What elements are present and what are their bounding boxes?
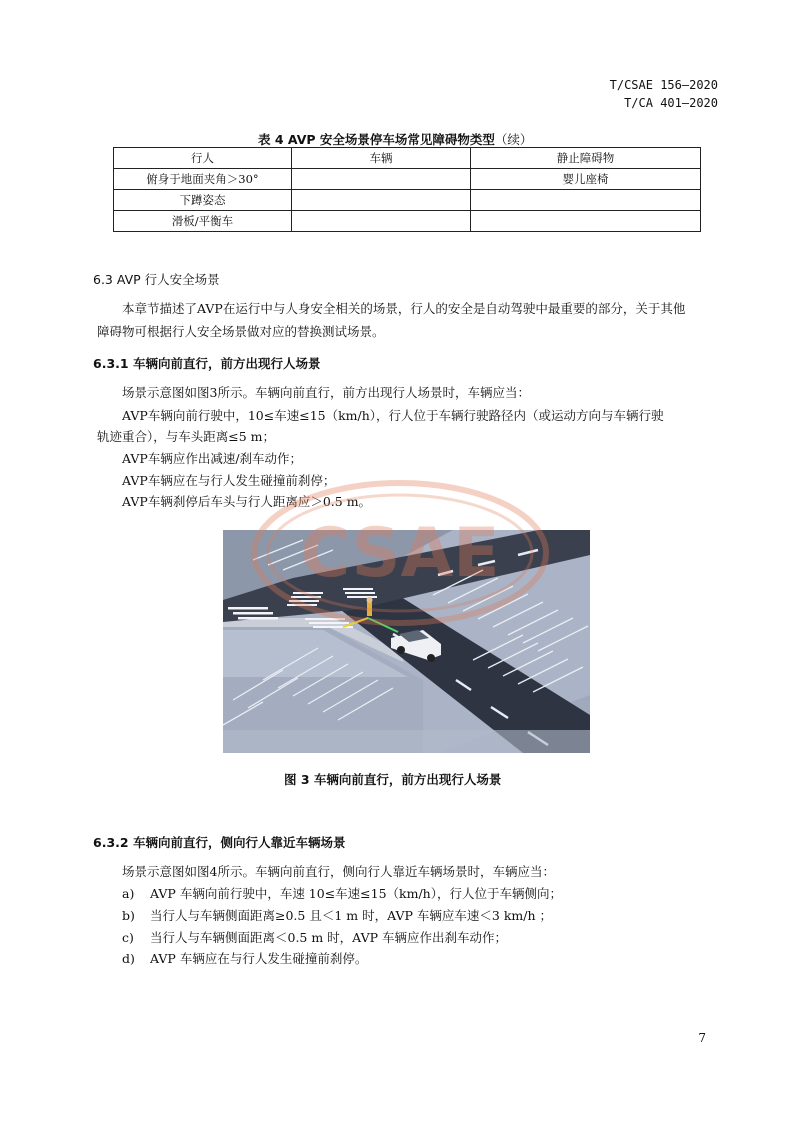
standard-number-2: T/CA 401—2020: [624, 96, 718, 110]
figure-caption: 图 3 车辆向前直行，前方出现行人场景: [284, 772, 502, 787]
requirement-line: AVP车辆应作出减速/刹车动作；: [122, 451, 303, 466]
list-item: [122, 884, 562, 902]
requirement-line: AVP车辆向前行驶中，10≤车速≤15（km/h），行人位于车辆行驶路径内（或运动方向与车辆行驶: [122, 408, 664, 423]
table-cell: [292, 190, 471, 211]
section-6-3-paragraph: 本章节描述了AVP在运行中与人身安全相关的场景，行人的安全是自动驾驶中最重要的部分，关于其他障碍物可根据行人安全场景做对应的替换测试场景。: [97, 301, 686, 339]
list-item-text: 当行人与车辆侧面距离＜0.5 m 时，AVP 车辆应作出刹车动作；: [150, 930, 507, 945]
list-marker: c): [122, 930, 134, 945]
section-heading-6-3-1: 6.3.1 车辆向前直行，前方出现行人场景: [93, 356, 321, 371]
table-cell: [471, 190, 701, 211]
table-caption: [258, 130, 532, 148]
list-marker: d): [122, 951, 135, 966]
table-cell: 婴儿座椅: [471, 169, 701, 190]
table-cell: 下蹲姿态: [114, 190, 292, 211]
section-6-3-1-intro: 场景示意图如图3所示。车辆向前直行，前方出现行人场景时，车辆应当：: [122, 385, 530, 400]
table-cell: [292, 169, 471, 190]
list-marker: a): [122, 886, 135, 901]
table-cell: 滑板/平衡车: [114, 211, 292, 232]
watermark-text: CSAE: [300, 514, 500, 593]
table-header-row: [114, 148, 701, 169]
section-6-3-2-intro: 场景示意图如图4所示。车辆向前直行，侧向行人靠近车辆场景时，车辆应当：: [122, 864, 555, 879]
table-caption-text: 表 4 AVP 安全场景停车场常见障碍物类型: [258, 132, 495, 147]
requirement-line: AVP车辆刹停后车头与行人距离应＞0.5 m。: [122, 494, 372, 509]
table-row: [114, 169, 701, 190]
table-cell: [471, 211, 701, 232]
list-item: [122, 949, 367, 967]
table-cell: 俯身于地面夹角＞30°: [114, 169, 292, 190]
list-item: [122, 928, 507, 946]
table-header-cell: 车辆: [292, 148, 471, 169]
requirement-line: 轨迹重合），与车头距离≤5 m；: [97, 429, 276, 444]
standard-number-1: T/CSAE 156—2020: [609, 78, 718, 92]
table-row: [114, 211, 701, 232]
figure-3-scene-image: [223, 530, 590, 753]
table-header-cell: 静止障碍物: [471, 148, 701, 169]
table-cell: [292, 211, 471, 232]
list-marker: b): [122, 908, 135, 923]
table-header-cell: 行人: [114, 148, 292, 169]
table-caption-suffix: （续）: [494, 132, 533, 147]
page-number: 7: [698, 1031, 706, 1045]
list-item-text: AVP 车辆向前行驶中，车速 10≤车速≤15（km/h），行人位于车辆侧向；: [150, 886, 562, 901]
section-heading-6-3-2: 6.3.2 车辆向前直行，侧向行人靠近车辆场景: [93, 835, 346, 850]
list-item-text: 当行人与车辆侧面距离≥0.5 且＜1 m 时，AVP 车辆应车速＜3 km/h ；: [150, 908, 552, 923]
section-heading-6-3: 6.3 AVP 行人安全场景: [93, 272, 220, 287]
obstacle-type-table: [113, 147, 701, 232]
list-item: [122, 906, 552, 924]
table-row: [114, 190, 701, 211]
list-item-text: AVP 车辆应在与行人发生碰撞前刹停。: [150, 951, 368, 966]
requirement-line: AVP车辆应在与行人发生碰撞前刹停；: [122, 473, 336, 488]
